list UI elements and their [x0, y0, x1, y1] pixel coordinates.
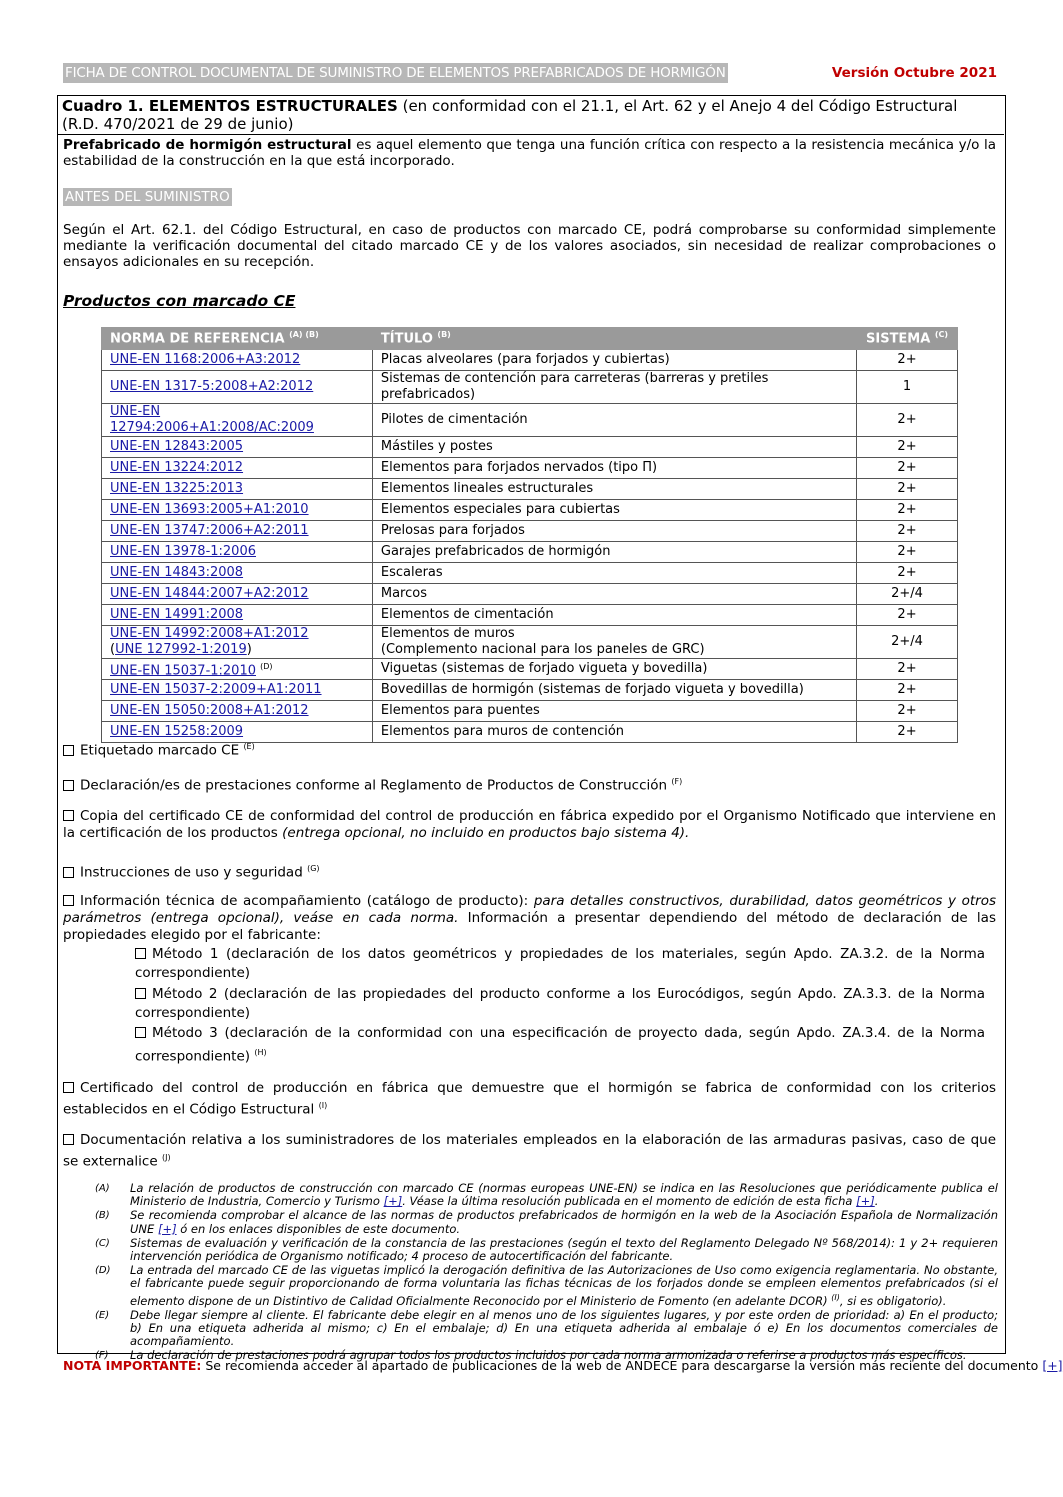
footnote-d: (D) La entrada del marcado CE de las viguetas implicó la derogación definitiva de las Autorizaciones de Uso como exigencia reglamentaria. No obstante, el fabricante puede seguir proporcionando de forma voluntaria las fichas técnicas de los forjados donde se empleen elementos prefabricados (si el elemento dispone de un Distintivo de Calidad Oficialmente Reconocido por el Ministerio de Fomento (en adelante DCOR) $^{(I)}$, si es obligatorio).: [95, 1263, 998, 1308]
sistema-cell: 2+: [857, 563, 958, 584]
ce-products-heading: Productos con marcado CE: [63, 292, 296, 310]
footnote-c: (C) Sistemas de evaluación y verificación de la constancia de las prestaciones (según el texto del Reglamento Delegado Nº 568/2014): 1 y 2+ requieren intervención periódica de Organismo notificado; 4 proceso de autocertificación del fabricante.: [95, 1235, 998, 1264]
norma-cell: [102, 563, 373, 584]
norma-link[interactable]: UNE-EN 15037-1:2010: [110, 663, 256, 679]
section-tag: ANTES DEL SUMINISTRO: [65, 189, 230, 205]
table-row: [102, 350, 958, 371]
table-header-row: [102, 328, 958, 350]
norma-link[interactable]: UNE 127992-1:2019: [115, 642, 247, 657]
sistema-cell: 2+: [857, 350, 958, 371]
norma-cell: [102, 404, 373, 437]
table-row: [102, 605, 958, 626]
sistema-cell: 2+: [857, 722, 958, 743]
norma-link[interactable]: UNE-EN 14992:2008+A1:2012: [110, 626, 309, 641]
titulo-cell: Mástiles y postes: [372, 437, 856, 458]
table-row: [102, 542, 958, 563]
table-row: [102, 563, 958, 584]
norma-link[interactable]: UNE-EN 14844:2007+A2:2012: [110, 586, 309, 601]
sistema-cell: 2+: [857, 437, 958, 458]
sistema-cell: 2+: [857, 701, 958, 722]
table-row: [102, 701, 958, 722]
cuadro-subtitle: (en conformidad con el 21.1, el Art. 62 y el Anejo 4 del Código Estructural (R.D. 470/2021 de 29 de junio): [62, 97, 958, 133]
check-copia-certificado[interactable]: Copia del certificado CE de conformidad del control de producción en fábrica expedido por el Organismo Notificado que interviene en la certificación de los productos (entrega opcional, no incluido en productos bajo sistema 4).: [63, 808, 996, 841]
titulo-cell: Elementos de cimentación: [372, 605, 856, 626]
titulo-cell: Bovedillas de hormigón (sistemas de forjado vigueta y bovedilla): [372, 680, 856, 701]
sistema-cell: 2+: [857, 542, 958, 563]
checkbox[interactable]: [63, 1134, 74, 1145]
check-certificado-control[interactable]: Certificado del control de producción en fábrica que demuestre que el hormigón se fabrica de conformidad con los criterios establecidos en el Código Estructural $^{(I)}$: [63, 1080, 996, 1118]
norma-cell: [102, 680, 373, 701]
norma-cell: [102, 542, 373, 563]
norma-cell: UNE-EN 15037-1:2010 $^{(D)}$: [102, 659, 373, 680]
table-row: [102, 626, 958, 659]
sistema-cell: 2+/4: [857, 626, 958, 659]
norma-link[interactable]: UNE-EN 15050:2008+A1:2012: [110, 703, 309, 719]
norma-link[interactable]: UNE-EN 1168:2006+A3:2012: [110, 352, 301, 367]
table-row: [102, 584, 958, 605]
sistema-cell: 2+: [857, 404, 958, 437]
norma-link[interactable]: UNE-EN 15037-2:2009+A1:2011: [110, 682, 322, 698]
cuadro-title: Cuadro 1. ELEMENTOS ESTRUCTURALES: [62, 97, 398, 115]
norma-cell: [102, 350, 373, 371]
norma-cell: [102, 701, 373, 722]
norma-link[interactable]: UNE-EN 13224:2012: [110, 460, 244, 475]
titulo-cell: Escaleras: [372, 563, 856, 584]
sistema-cell: 2+: [857, 680, 958, 701]
norma-cell: [102, 605, 373, 626]
norms-table: [101, 327, 958, 743]
definition-text: es aquel elemento que tenga una función crítica con respecto a la resistencia mecánica y/o la estabilidad de la construcción en la que está incorporado.: [63, 137, 996, 169]
link-ultima-resolucion[interactable]: [+]: [856, 1194, 875, 1209]
checkbox[interactable]: [63, 745, 74, 756]
norma-link[interactable]: UNE-EN 13978-1:2006: [110, 544, 256, 559]
checkbox[interactable]: [135, 988, 146, 999]
norma-cell: [102, 584, 373, 605]
check-etiquetado[interactable]: Etiquetado marcado CE $^{(E)}$: [63, 738, 996, 760]
divider: [58, 134, 1004, 135]
table-row: [102, 371, 958, 404]
titulo-cell: Elementos para muros de contención: [372, 722, 856, 743]
header-titulo: TÍTULO $^{(B)}$: [372, 328, 856, 350]
document-title: FICHA DE CONTROL DOCUMENTAL DE SUMINISTRO DE ELEMENTOS PREFABRICADOS DE HORMIGÓN: [65, 65, 726, 81]
checkbox[interactable]: [63, 810, 74, 821]
intro-paragraph: Según el Art. 62.1. del Código Estructural, en caso de productos con marcado CE, podrá comprobarse su conformidad simplemente mediante la verificación documental del citado marcado CE y de los valores asociados, sin necesidad de realizar comprobaciones o ensayos adicionales en su recepción.: [63, 222, 996, 270]
page-header: [63, 63, 997, 85]
norma-cell: [102, 371, 373, 404]
check-declaracion[interactable]: Declaración/es de prestaciones conforme al Reglamento de Productos de Construcción $^{(F)}$: [63, 773, 996, 795]
table-row: [102, 659, 958, 680]
table-row: [102, 437, 958, 458]
sistema-cell: 2+: [857, 479, 958, 500]
norma-link[interactable]: UNE-EN 1317-5:2008+A2:2012: [110, 379, 314, 394]
table-row: [102, 458, 958, 479]
checkbox[interactable]: [63, 1082, 74, 1093]
titulo-cell: Placas alveolares (para forjados y cubiertas): [372, 350, 856, 371]
norma-link[interactable]: UNE-EN 14991:2008: [110, 607, 244, 622]
norma-link[interactable]: UNE-EN 15258:2009: [110, 724, 244, 740]
titulo-cell: Viguetas (sistemas de forjado vigueta y bovedilla): [372, 659, 856, 680]
norma-cell: [102, 500, 373, 521]
footnote-f: (F) La declaración de prestaciones podrá agrupar todos los productos incluidos por cada norma armonizada o referirse a productos más específicos.: [95, 1348, 967, 1363]
norma-link[interactable]: UNE-EN 13225:2013: [110, 481, 244, 496]
norma-cell: [102, 437, 373, 458]
titulo-cell: Elementos especiales para cubiertas: [372, 500, 856, 521]
titulo-cell: Marcos: [372, 584, 856, 605]
sistema-cell: 1: [857, 371, 958, 404]
norma-cell: [102, 521, 373, 542]
table-row: [102, 404, 958, 437]
sistema-cell: 2+: [857, 521, 958, 542]
sistema-cell: 2+/4: [857, 584, 958, 605]
footnote-b: (B) Se recomienda comprobar el alcance de las normas de productos prefabricados de hormigón en la web de la Asociación Española de Normalización UNE [+] ó en los enlaces disponibles de este documento.: [95, 1208, 998, 1236]
important-note: [63, 1358, 1063, 1373]
check-documentacion[interactable]: Documentación relativa a los suministradores de los materiales empleados en la elaboración de las armaduras pasivas, caso de que se externalice $^{(J)}$: [63, 1132, 996, 1170]
checkbox[interactable]: [63, 895, 74, 906]
version-label: Versión Octubre 2021: [831, 65, 997, 81]
norma-cell: [102, 458, 373, 479]
check-metodo-2[interactable]: Método 2 (declaración de las propiedades del producto conforme a los Eurocódigos, según Apdo. ZA.3.3. de la Norma correspondiente): [135, 986, 985, 1021]
link-resoluciones[interactable]: [+]: [383, 1194, 403, 1209]
checkbox[interactable]: [63, 780, 74, 791]
titulo-cell: Elementos para forjados nervados (tipo Π): [372, 458, 856, 479]
checkbox[interactable]: [63, 867, 74, 878]
table-row: [102, 500, 958, 521]
check-informacion-tecnica[interactable]: Información técnica de acompañamiento (catálogo de producto): para detalles constructivos, durabilidad, datos geométricos y otros parámetros (entrega opcional), veáse en cada norma. Información a presentar dependiendo del método de declaración de las propiedades elegido por el fabricante:: [63, 893, 996, 943]
link-andece[interactable]: [+]: [1042, 1358, 1063, 1373]
footnote-e: (E) Debe llegar siempre al cliente. El fabricante debe elegir en al menos uno de los siguientes lugares, y por este orden de prioridad: a) En el producto; b) En una etiqueta adherida al mismo; c) En el embalaje; d) En una etiqueta adherida al embalaje ó e) En los documentos comerciales de acompañamiento.: [95, 1307, 998, 1349]
check-metodo-3[interactable]: Método 3 (declaración de la conformidad con una especificación de proyecto dada, según Apdo. ZA.3.4. de la Norma correspondiente) $^{(H)}$: [135, 1025, 985, 1065]
header-sistema: SISTEMA $^{(C)}$: [857, 328, 958, 350]
norma-link[interactable]: UNE-EN 13747:2006+A2:2011: [110, 523, 309, 538]
link-une[interactable]: [+]: [157, 1221, 177, 1236]
titulo-cell: Elementos lineales estructurales: [372, 479, 856, 500]
important-label: NOTA IMPORTANTE:: [63, 1358, 202, 1373]
checkbox[interactable]: [135, 1027, 146, 1038]
check-instrucciones[interactable]: Instrucciones de uso y seguridad $^{(G)}$: [63, 860, 996, 882]
titulo-cell: Elementos de muros (Complemento nacional para los paneles de GRC): [372, 626, 856, 659]
titulo-cell: Elementos para puentes: [372, 701, 856, 722]
footnotes: [95, 1182, 998, 1363]
sistema-cell: 2+: [857, 500, 958, 521]
titulo-cell: Sistemas de contención para carreteras (barreras y pretiles prefabricados): [372, 371, 856, 404]
table-row: [102, 521, 958, 542]
sistema-cell: 2+: [857, 605, 958, 626]
header-norma: NORMA DE REFERENCIA $^{(A) (B)}$: [102, 328, 373, 350]
norma-cell: UNE-EN 14992:2008+A1:2012 (UNE 127992-1:2019): [102, 626, 373, 659]
important-text: Se recomienda acceder al apartado de publicaciones de la web de ANDECE para descargarse la versión más reciente del documento: [201, 1358, 1043, 1373]
titulo-cell: Pilotes de cimentación: [372, 404, 856, 437]
sistema-cell: 2+: [857, 659, 958, 680]
definition-term: Prefabricado de hormigón estructural: [63, 137, 352, 153]
footnote-a: (A) La relación de productos de construcción con marcado CE (normas europeas UNE-EN) se indica en las Resoluciones que periódicamente publica el Ministerio de Industria, Comercio y Turismo [+]. Véase la última resolución publicada en el momento de edición de esta ficha [+].: [95, 1181, 998, 1209]
norma-link[interactable]: UNE-EN 14843:2008: [110, 565, 244, 580]
cuadro-heading: [62, 97, 997, 133]
titulo-cell: Garajes prefabricados de hormigón: [372, 542, 856, 563]
norma-link[interactable]: UNE-EN 12843:2005: [110, 439, 244, 454]
table-row: [102, 680, 958, 701]
sistema-cell: 2+: [857, 458, 958, 479]
norma-cell: [102, 479, 373, 500]
checkbox[interactable]: [135, 948, 146, 959]
norma-link[interactable]: UNE-EN 12794:2006+A1:2008/AC:2009: [110, 404, 314, 435]
check-metodo-1[interactable]: Método 1 (declaración de los datos geométricos y propiedades de los materiales, según Apdo. ZA.3.2. de la Norma correspondiente): [135, 946, 985, 981]
titulo-cell: Prelosas para forjados: [372, 521, 856, 542]
definition-paragraph: [63, 137, 996, 169]
norma-link[interactable]: UNE-EN 13693:2005+A1:2010: [110, 502, 309, 517]
table-row: [102, 479, 958, 500]
